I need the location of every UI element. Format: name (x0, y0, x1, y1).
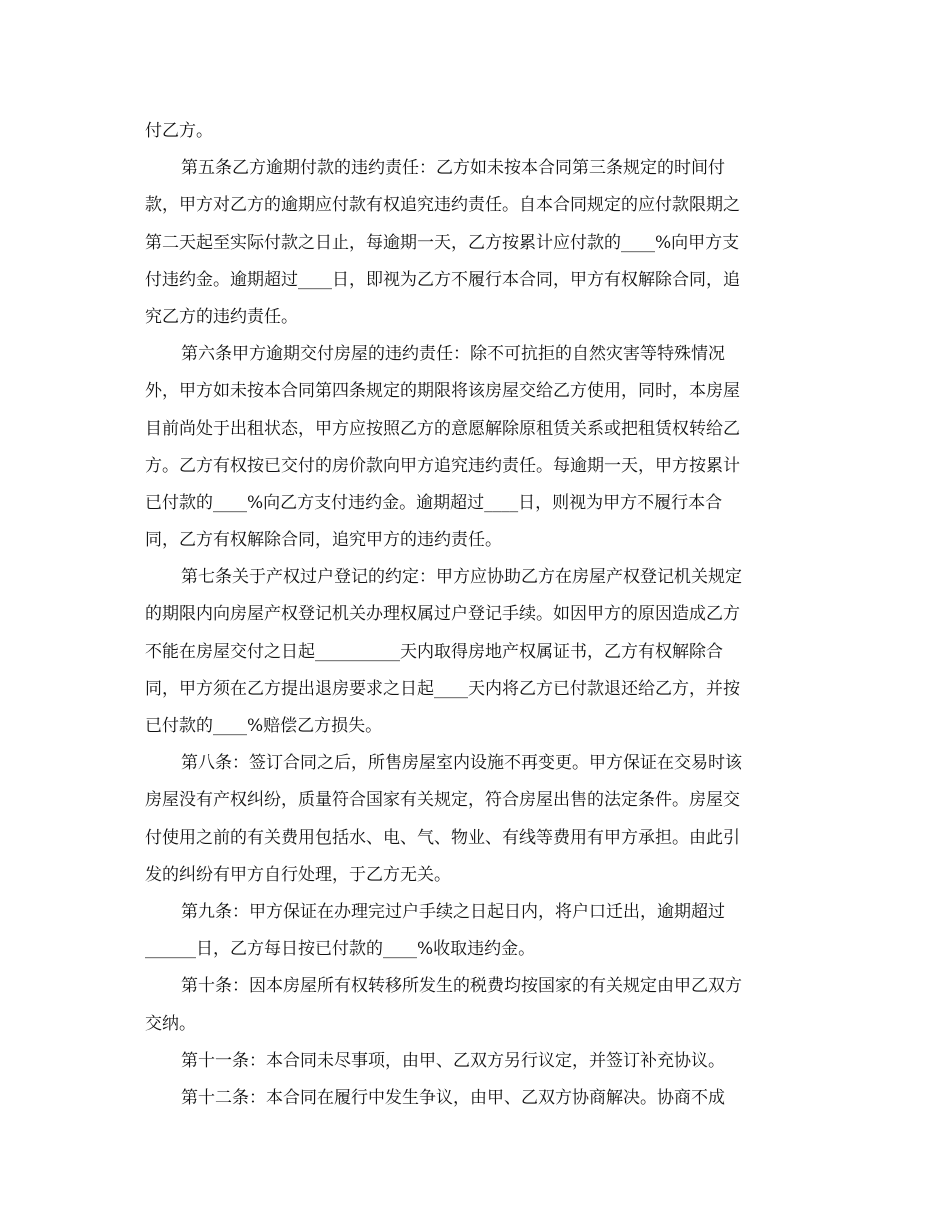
paragraph-line: 外，甲方如未按本合同第四条规定的期限将该房屋交给乙方使用，同时，本房屋 (145, 381, 740, 402)
article-7-heading-line: 第七条关于产权过户登记的约定：甲方应协助乙方在房屋产权登记机关规定 (181, 567, 742, 588)
article-11-heading-line: 第十一条：本合同未尽事项，由甲、乙双方另行议定，并签订补充协议。 (181, 1050, 725, 1071)
paragraph-line: 的期限内向房屋产权登记机关办理权属过户登记手续。如因甲方的原因造成乙方 (145, 604, 740, 625)
paragraph-line: 已付款的____%向乙方支付违约金。逾期超过____日，则视为甲方不履行本合 (145, 492, 723, 513)
paragraph-line: 发的纠纷有甲方自行处理，于乙方无关。 (145, 864, 451, 885)
paragraph-line: 方。乙方有权按已交付的房价款向甲方追究违约责任。每逾期一天，甲方按累计 (145, 455, 740, 476)
paragraph-line: 付违约金。逾期超过____日，即视为乙方不履行本合同，甲方有权解除合同，追 (145, 269, 740, 290)
paragraph-line: 第二天起至实际付款之日止，每逾期一天，乙方按累计应付款的____%向甲方支 (145, 232, 740, 253)
paragraph-line: 究乙方的违约责任。 (145, 306, 298, 327)
paragraph-line: 付乙方。 (145, 121, 213, 141)
paragraph-line: 款，甲方对乙方的逾期应付款有权追究违约责任。自本合同规定的应付款限期之 (145, 195, 740, 216)
paragraph-line: ______日，乙方每日按已付款的____%收取违约金。 (145, 939, 536, 960)
article-8-heading-line: 第八条：签订合同之后，所售房屋室内设施不再变更。甲方保证在交易时该 (181, 753, 742, 774)
article-5-heading-line: 第五条乙方逾期付款的违约责任：乙方如未按本合同第三条规定的时间付 (181, 158, 725, 179)
article-6-heading-line: 第六条甲方逾期交付房屋的违约责任：除不可抗拒的自然灾害等特殊情况 (181, 344, 725, 365)
paragraph-line: 房屋没有产权纠纷，质量符合国家有关规定，符合房屋出售的法定条件。房屋交 (145, 790, 740, 811)
paragraph-line: 目前尚处于出租状态，甲方应按照乙方的意愿解除原租赁关系或把租赁权转给乙 (145, 418, 740, 439)
article-10-heading-line: 第十条：因本房屋所有权转移所发生的税费均按国家的有关规定由甲乙双方 (181, 976, 742, 997)
paragraph-line: 不能在房屋交付之日起__________天内取得房地产权属证书，乙方有权解除合 (145, 641, 723, 662)
paragraph-line: 已付款的____%赔偿乙方损失。 (145, 716, 383, 736)
paragraph-line: 同，乙方有权解除合同，追究甲方的违约责任。 (145, 530, 502, 551)
paragraph-line: 同，甲方须在乙方提出退房要求之日起____天内将乙方已付款退还给乙方，并按 (145, 678, 740, 699)
paragraph-line: 付使用之前的有关费用包括水、电、气、物业、有线等费用有甲方承担。由此引 (145, 827, 740, 848)
contract-page (145, 113, 805, 1117)
article-9-heading-line: 第九条：甲方保证在办理完过户手续之日起日内，将户口迁出，逾期超过 (181, 901, 725, 922)
article-12-heading-line: 第十二条：本合同在履行中发生争议，由甲、乙双方协商解决。协商不成 (181, 1087, 725, 1108)
paragraph-line: 交纳。 (145, 1013, 196, 1034)
